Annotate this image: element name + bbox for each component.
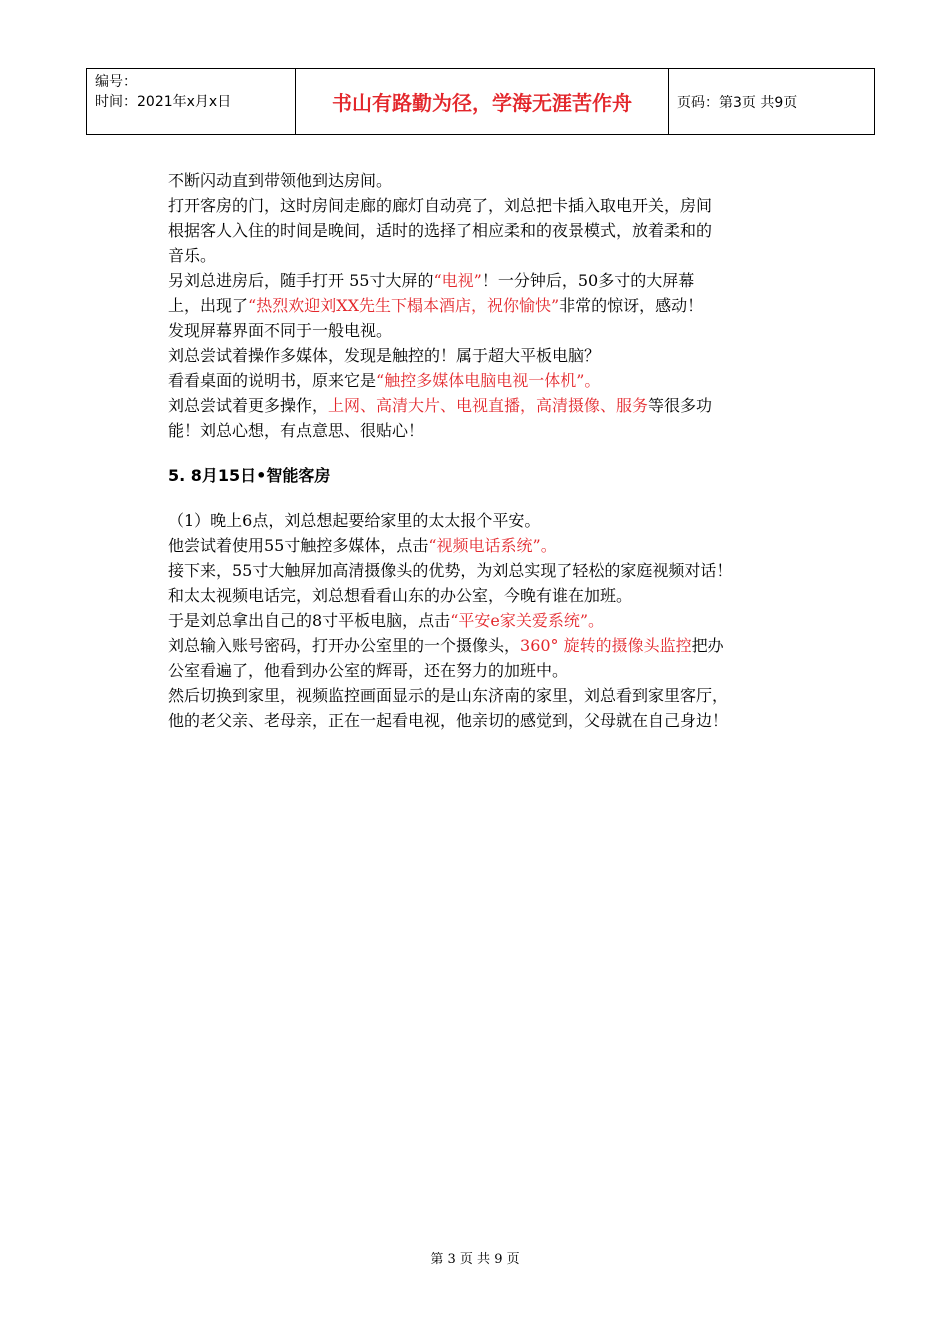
highlight-text: 上网、高清大片、电视直播，高清摄像、服务 xyxy=(328,396,649,415)
paragraph: 和太太视频电话完，刘总想看看山东的办公室，今晚有谁在加班。 xyxy=(168,586,633,605)
highlight-text: 360° 旋转的摄像头监控 xyxy=(520,636,692,655)
paragraph: 打开客房的门，这时房间走廊的廊灯自动亮了，刘总把卡插入取电开关，房间 xyxy=(168,196,713,215)
highlight-text: “触控多媒体电脑电视一体机”。 xyxy=(376,371,601,390)
paragraph xyxy=(168,368,840,393)
highlight-text: “平安e家关爱系统”。 xyxy=(450,611,605,630)
page-footer: 第 3 页 共 9 页 xyxy=(430,1252,520,1267)
header-table xyxy=(86,68,875,135)
text-span: 把办 xyxy=(691,636,724,655)
paragraph xyxy=(168,533,840,558)
text-span: 刘总输入账号密码，打开办公室里的一个摄像头， xyxy=(168,636,521,655)
paragraph xyxy=(168,633,840,658)
highlight-text: “热烈欢迎刘XX先生下榻本酒店，祝你愉快” xyxy=(248,296,560,315)
paragraph: 发现屏幕界面不同于一般电视。 xyxy=(168,321,393,340)
document-body xyxy=(168,168,840,733)
paragraph: 然后切换到家里，视频监控画面显示的是山东济南的家里，刘总看到家里客厅， xyxy=(168,686,729,705)
paragraph: 接下来，55寸大触屏加高清摄像头的优势，为刘总实现了轻松的家庭视频对话！ xyxy=(168,561,733,580)
header-motto: 书山有路勤为径，学海无涯苦作舟 xyxy=(296,69,669,135)
number-label: 编号： xyxy=(95,74,137,90)
text-span: 上，出现了 xyxy=(168,296,249,315)
paragraph xyxy=(168,393,840,418)
paragraph: 不断闪动直到带领他到达房间。 xyxy=(168,171,393,190)
paragraph: 他的老父亲、老母亲，正在一起看电视，他亲切的感觉到，父母就在自己身边！ xyxy=(168,711,729,730)
paragraph: 公室看遍了，他看到办公室的辉哥，还在努力的加班中。 xyxy=(168,661,569,680)
text-span: 另刘总进房后，随手打开 55寸大屏的 xyxy=(168,271,434,290)
header-meta-cell xyxy=(87,69,296,135)
paragraph: 刘总尝试着操作多媒体，发现是触控的！属于超大平板电脑？ xyxy=(168,346,601,365)
paragraph xyxy=(168,268,840,293)
text-span: 他尝试着使用55寸触控多媒体，点击 xyxy=(168,536,429,555)
text-span: ！一分钟后，50多寸的大屏幕 xyxy=(481,271,695,290)
paragraph: 能！刘总心想，有点意思、很贴心！ xyxy=(168,421,425,440)
text-span: 等很多功 xyxy=(648,396,713,415)
text-span: 于是刘总拿出自己的8寸平板电脑，点击 xyxy=(168,611,451,630)
text-span: 刘总尝试着更多操作， xyxy=(168,396,329,415)
text-span: 非常的惊讶，感动！ xyxy=(559,296,704,315)
highlight-text: “电视” xyxy=(433,271,482,290)
date-label: 时间：2021年x月x日 xyxy=(95,94,232,110)
paragraph xyxy=(168,608,840,633)
text-span: 看看桌面的说明书，原来它是 xyxy=(168,371,377,390)
paragraph: 音乐。 xyxy=(168,246,217,265)
highlight-text: “视频电话系统”。 xyxy=(428,536,557,555)
paragraph: 根据客人入住的时间是晚间，适时的选择了相应柔和的夜景模式，放着柔和的 xyxy=(168,221,713,240)
header-page-label: 页码：第3页 共9页 xyxy=(669,69,875,135)
paragraph: （1）晚上6点，刘总想起要给家里的太太报个平安。 xyxy=(168,511,541,530)
section-heading: 5. 8月15日•智能客房 xyxy=(168,466,331,485)
paragraph xyxy=(168,293,840,318)
